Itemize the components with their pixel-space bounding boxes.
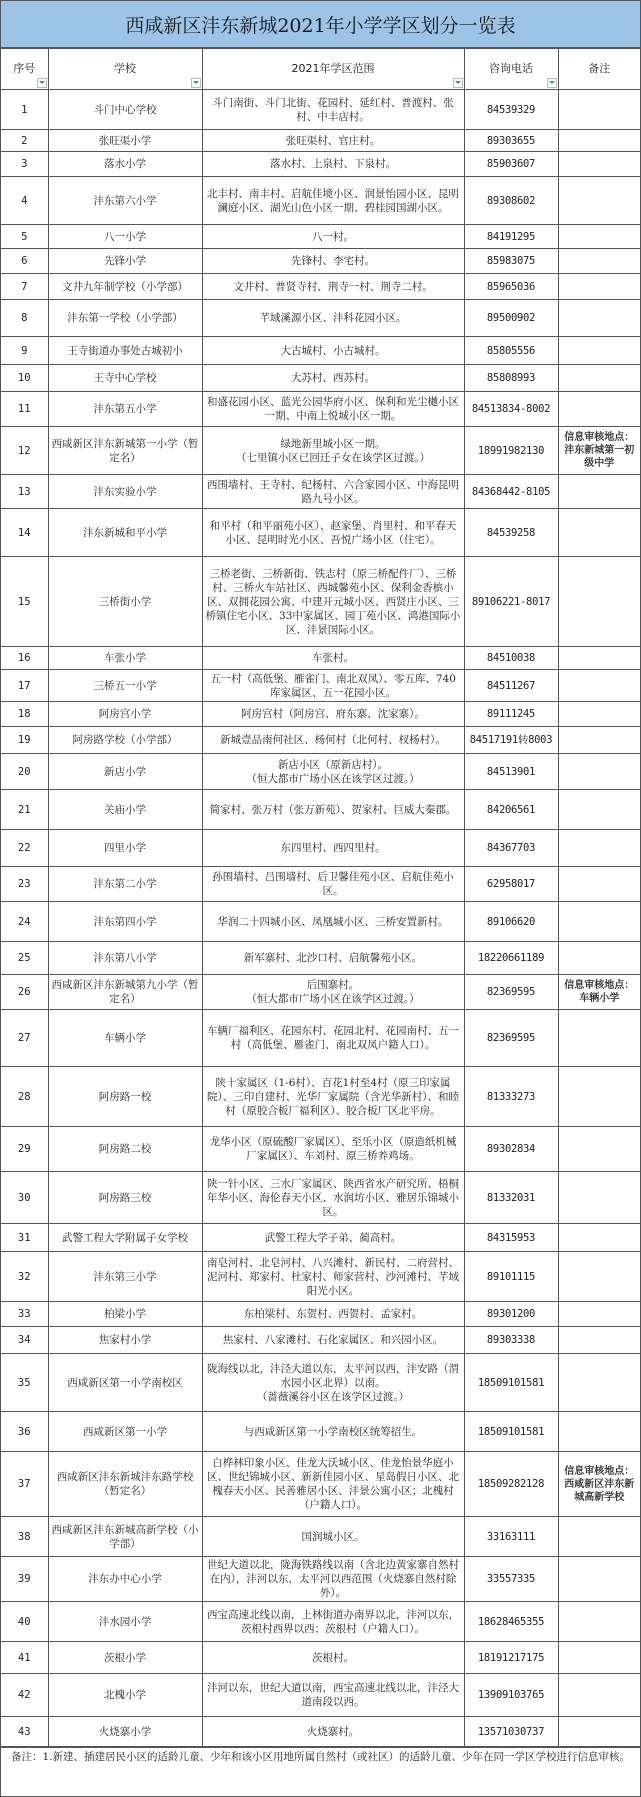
cell-index[interactable]: 30 [1,1172,48,1224]
header-label: 2021年学区范围 [291,62,375,75]
cell-range[interactable]: 陕十家属区（1-6村）、百花1村至4村（原三印家属院）、三印自建村、光华厂家属院（含光华新村）、和睦村（原胶合板厂福利区）、胶合板厂区北平房。 [202,1067,464,1127]
cell-phone[interactable]: 89106221-8017 [464,557,558,647]
cell-index[interactable]: 37 [1,1452,48,1517]
cell-range[interactable]: 华润二十四城小区、凤凰城小区、三桥安置新村。 [202,902,464,942]
cell-phone[interactable]: 84539329 [464,90,558,130]
cell-school[interactable]: 阿房路三校 [48,1172,202,1224]
cell-range[interactable]: 大苏村、西苏村。 [202,365,464,392]
cell-range[interactable]: 南皂河村、北皂河村、八兴滩村、新民村、二府营村、泥河村、郑家村、杜家村、师家营村、沙河滩村、芊域阳光小区。 [202,1252,464,1302]
cell-index[interactable]: 40 [1,1602,48,1642]
cell-note[interactable] [558,475,640,509]
table-row [1,300,640,337]
cell-note[interactable] [558,274,640,300]
cell-phone[interactable]: 13571030737 [464,1717,558,1747]
footnote [1,1747,640,1796]
cell-index[interactable]: 36 [1,1412,48,1452]
table-row [1,365,640,392]
table-row [1,1557,640,1602]
cell-range[interactable]: 先锋村、李宅村。 [202,249,464,274]
cell-note[interactable] [558,1717,640,1747]
cell-school[interactable]: 阿房宫小学 [48,702,202,727]
cell-index[interactable]: 41 [1,1642,48,1674]
header-label: 学校 [114,62,136,75]
cell-note[interactable] [558,557,640,647]
cell-school[interactable]: 柏梁小学 [48,1302,202,1327]
cell-phone[interactable]: 62958017 [464,867,558,902]
cell-index[interactable]: 1 [1,90,48,130]
cell-index[interactable]: 27 [1,1010,48,1067]
cell-range[interactable]: 和盛花园小区、蓝光公园华府小区、保利和光尘樾小区一期、中南上悦城小区一期。 [202,392,464,427]
cell-note[interactable] [558,1302,640,1327]
cell-phone[interactable]: 84206561 [464,790,558,830]
cell-range[interactable]: 和平村（和平丽苑小区）、赵家堡、肖里村、和平春天小区、昆明时光小区、吾悦广场小区（住宅）。 [202,509,464,557]
cell-index[interactable]: 35 [1,1354,48,1412]
table-row [1,1642,640,1674]
cell-note[interactable] [558,1674,640,1717]
table-row [1,830,640,867]
cell-index[interactable]: 4 [1,177,48,225]
header-label: 备注 [588,62,611,75]
cell-note[interactable] [558,1354,640,1412]
cell-range[interactable]: 绿地新里城小区一期。 （七里镇小区已回迁子女在该学区过渡。） [202,427,464,475]
cell-phone[interactable]: 18628465355 [464,1602,558,1642]
cell-range[interactable]: 白桦林印象小区、佳龙大沃城小区、佳龙怡景华庭小区、世纪锦城小区、新新佳园小区、星岛假日小区、北槐春天小区、民善雅居小区、沣景公寓小区；北槐村（户籍人口）。 [202,1452,464,1517]
cell-range[interactable]: 西宝高速北线以南，上林街道办南界以北，沣河以东，茨根村西界以西；茨根村（户籍人口）。 [202,1602,464,1642]
column-header-index [1,49,48,90]
cell-range[interactable]: 焦家村、八家滩村、石化家属区、和兴园小区。 [202,1327,464,1354]
table-row [1,727,640,754]
cell-phone[interactable]: 18509101581 [464,1354,558,1412]
column-header-range [202,49,464,90]
cell-school[interactable]: 西咸新区沣东新城沣东路学校（暂定名） [48,1452,202,1517]
filter-dropdown-icon[interactable] [547,78,557,88]
cell-school[interactable]: 阿房路二校 [48,1127,202,1172]
column-header-school [48,49,202,90]
cell-index[interactable]: 16 [1,647,48,670]
cell-phone[interactable]: 18509282128 [464,1452,558,1517]
cell-range[interactable]: 阿房宫村（阿房宫、府东寨、沈家寨）。 [202,702,464,727]
cell-phone[interactable]: 89302834 [464,1127,558,1172]
header-row [1,49,640,90]
cell-phone[interactable]: 84517191转8003 [464,727,558,754]
cell-school[interactable]: 火烧寨小学 [48,1717,202,1747]
cell-index[interactable]: 21 [1,790,48,830]
cell-note[interactable] [558,300,640,337]
cell-range[interactable]: 茨根村。 [202,1642,464,1674]
cell-phone[interactable]: 33557335 [464,1557,558,1602]
cell-range[interactable]: 新店小区（原新店村）。 （恒大都市广场小区在该学区过渡。） [202,754,464,790]
cell-note[interactable]: 信息审核地点：沣东新城第一初级中学 [558,427,640,475]
cell-range[interactable]: 斗门南街、斗门北街、花园村、延红村、普渡村、张村、中丰店村。 [202,90,464,130]
cell-note[interactable] [558,727,640,754]
table-row [1,1327,640,1354]
cell-range[interactable]: 孙围墙村、吕围墙村、后卫馨佳苑小区、启航佳苑小区。 [202,867,464,902]
table-row [1,1674,640,1717]
cell-note[interactable] [558,670,640,702]
cell-index[interactable]: 19 [1,727,48,754]
cell-index[interactable]: 43 [1,1717,48,1747]
cell-index[interactable]: 23 [1,867,48,902]
cell-school[interactable]: 沣东第六小学 [48,177,202,225]
cell-note[interactable] [558,1172,640,1224]
cell-school[interactable]: 茨根小学 [48,1642,202,1674]
cell-school[interactable]: 车张小学 [48,647,202,670]
cell-range[interactable]: 三桥老街、三桥新街、铁志村（原三桥配件厂）、三桥村、三桥火车站社区、西城馨苑小区、保利金香槟小区、双拥花园公寓、中建开元城小区、西贤庄小区、三桥镇住宅小区、33中家属区、园丁苑小区、鸿港国际小区、沣景国际小区。 [202,557,464,647]
cell-note[interactable] [558,902,640,942]
cell-note[interactable] [558,867,640,902]
cell-index[interactable]: 29 [1,1127,48,1172]
cell-phone[interactable]: 18220661189 [464,942,558,975]
cell-phone[interactable]: 89308602 [464,177,558,225]
cell-note[interactable] [558,1517,640,1557]
cell-note[interactable] [558,152,640,177]
cell-range[interactable]: 世纪大道以北，陇海铁路线以南（含北边黄家寨自然村在内），沣河以东，太平河以西范围（火烧寨自然村除外）。 [202,1557,464,1602]
cell-phone[interactable]: 82369595 [464,1010,558,1067]
cell-phone[interactable]: 89303338 [464,1327,558,1354]
table-row [1,1412,640,1452]
cell-phone[interactable]: 81332031 [464,1172,558,1224]
cell-note[interactable] [558,830,640,867]
cell-note[interactable] [558,1642,640,1674]
table-row [1,867,640,902]
cell-range[interactable]: 与西咸新区第一小学南校区统筹招生。 [202,1412,464,1452]
table-row [1,942,640,975]
cell-note[interactable]: 信息审核地点：车辆小学 [558,975,640,1010]
cell-index[interactable]: 15 [1,557,48,647]
cell-school[interactable]: 阿房路一校 [48,1067,202,1127]
cell-school[interactable]: 西咸新区沣东新城高新学校（小学部） [48,1517,202,1557]
cell-index[interactable]: 28 [1,1067,48,1127]
cell-phone[interactable]: 81333273 [464,1067,558,1127]
cell-range[interactable]: 简家村、张万村（张万新苑）、贺家村、巨威大秦郡。 [202,790,464,830]
cell-school[interactable]: 沣东第一学校（小学部） [48,300,202,337]
cell-phone[interactable]: 85983075 [464,249,558,274]
cell-note[interactable] [558,392,640,427]
filter-dropdown-icon[interactable] [191,78,201,88]
table-row [1,225,640,249]
cell-school[interactable]: 落水小学 [48,152,202,177]
cell-range[interactable]: 陇海线以北，沣泾大道以东，太平河以西，沣安路（渭水园小区北界）以南。 （蔷薇溪谷小区在该学区过渡。） [202,1354,464,1412]
cell-range[interactable]: 八一村。 [202,225,464,249]
cell-index[interactable]: 11 [1,392,48,427]
cell-note[interactable] [558,337,640,365]
cell-range[interactable]: 沣河以东，世纪大道以南，西宝高速北线以北，沣泾大道南段以西。 [202,1674,464,1717]
cell-phone[interactable]: 85903607 [464,152,558,177]
cell-phone[interactable]: 89101115 [464,1252,558,1302]
cell-range[interactable]: 陕一针小区、三水厂家属区、陕西省水产研究所、梧桐年华小区、海伦春天小区、水润坊小区、雅居乐锦城小区。 [202,1172,464,1224]
table-row [1,902,640,942]
cell-index[interactable]: 13 [1,475,48,509]
cell-index[interactable]: 26 [1,975,48,1010]
table-row [1,670,640,702]
cell-index[interactable]: 2 [1,130,48,152]
cell-range[interactable]: 火烧寨村。 [202,1717,464,1747]
cell-range[interactable]: 武警工程大学子弟、蔺高村。 [202,1224,464,1252]
cell-note[interactable] [558,754,640,790]
cell-note[interactable] [558,702,640,727]
cell-index[interactable]: 42 [1,1674,48,1717]
cell-index[interactable]: 33 [1,1302,48,1327]
column-header-note [558,49,640,90]
header-label: 序号 [13,62,36,75]
cell-range[interactable]: 西围墙村、王寺村、纪杨村、六合家园小区、中海昆明路九号小区。 [202,475,464,509]
cell-note[interactable] [558,509,640,557]
cell-school[interactable]: 西咸新区沣东新城第一小学（暂定名） [48,427,202,475]
cell-index[interactable]: 32 [1,1252,48,1302]
table-row [1,337,640,365]
cell-school[interactable]: 沣东实验小学 [48,475,202,509]
table-row [1,975,640,1010]
cell-note[interactable] [558,942,640,975]
table-row [1,274,640,300]
cell-note[interactable] [558,177,640,225]
cell-range[interactable]: 芊域溪源小区、沣科花园小区。 [202,300,464,337]
cell-phone[interactable]: 13909103765 [464,1674,558,1717]
table-row [1,509,640,557]
cell-school[interactable]: 西咸新区沣东新城第九小学（暂定名） [48,975,202,1010]
cell-range[interactable]: 龙华小区（原硫酸厂家属区）、至乐小区（原造纸机械厂家属区）、车刘村、原三桥养鸡场。 [202,1127,464,1172]
table-body [1,90,640,1747]
cell-school[interactable]: 西咸新区第一小学 [48,1412,202,1452]
table-row [1,1252,640,1302]
cell-range[interactable]: 车张村。 [202,647,464,670]
cell-school[interactable]: 阿房路学校（小学部） [48,727,202,754]
cell-school[interactable]: 沣东第五小学 [48,392,202,427]
cell-phone[interactable]: 89111245 [464,702,558,727]
cell-phone[interactable]: 18991982130 [464,427,558,475]
cell-school[interactable]: 新店小学 [48,754,202,790]
cell-index[interactable]: 31 [1,1224,48,1252]
cell-school[interactable]: 王寺中心学校 [48,365,202,392]
cell-index[interactable]: 38 [1,1517,48,1557]
cell-school[interactable]: 文井九年制学校（小学部） [48,274,202,300]
cell-school[interactable]: 焦家村小学 [48,1327,202,1354]
cell-school[interactable]: 沣东办中心小学 [48,1557,202,1602]
cell-range[interactable]: 新城壹品南何社区、杨何村（北何村、杈杨村）。 [202,727,464,754]
cell-index[interactable]: 22 [1,830,48,867]
cell-phone[interactable]: 84510038 [464,647,558,670]
cell-phone[interactable]: 84191295 [464,225,558,249]
cell-school[interactable]: 沣东第三小学 [48,1252,202,1302]
cell-range[interactable]: 后围寨村。 （恒大都市广场小区在该学区过渡。） [202,975,464,1010]
column-header-phone [464,49,558,90]
table-row [1,1127,640,1172]
cell-range[interactable]: 国润城小区。 [202,1517,464,1557]
cell-phone[interactable]: 89303655 [464,130,558,152]
cell-index[interactable]: 25 [1,942,48,975]
cell-school[interactable]: 沣东新城和平小学 [48,509,202,557]
cell-index[interactable]: 6 [1,249,48,274]
table-row [1,90,640,130]
cell-note[interactable] [558,1127,640,1172]
cell-note[interactable] [558,225,640,249]
cell-range[interactable]: 大古城村、小古城村。 [202,337,464,365]
cell-school[interactable]: 三桥街小学 [48,557,202,647]
cell-phone[interactable]: 84513901 [464,754,558,790]
cell-index[interactable]: 10 [1,365,48,392]
cell-note[interactable] [558,1602,640,1642]
cell-index[interactable]: 20 [1,754,48,790]
table-row [1,1224,640,1252]
cell-school[interactable]: 王寺街道办事处古城初小 [48,337,202,365]
cell-phone[interactable]: 89301200 [464,1302,558,1327]
cell-school[interactable]: 四里小学 [48,830,202,867]
table-row [1,702,640,727]
cell-note[interactable] [558,1412,640,1452]
cell-phone[interactable]: 85808993 [464,365,558,392]
table-row [1,557,640,647]
cell-school[interactable]: 沣水园小学 [48,1602,202,1642]
table-row [1,475,640,509]
cell-school[interactable]: 北槐小学 [48,1674,202,1717]
table-row [1,1717,640,1747]
cell-note[interactable] [558,130,640,152]
cell-school[interactable]: 沣东第四小学 [48,902,202,942]
cell-index[interactable]: 17 [1,670,48,702]
footnote-text: 备注：1.新建、插建居民小区的适龄儿童、少年和该小区用地所属自然村（或社区）的适龄儿童、少年在同一学区学校进行信息审核。 [10,1751,630,1763]
cell-index[interactable]: 9 [1,337,48,365]
cell-school[interactable]: 沣东第二小学 [48,867,202,902]
cell-note[interactable] [558,647,640,670]
cell-range[interactable]: 北丰村、南丰村、启航佳境小区、润景怡园小区、昆明澜庭小区、湖光山色小区一期、碧桂园国湖小区。 [202,177,464,225]
table-row [1,1010,640,1067]
table-row [1,1452,640,1517]
table-title: 西咸新区沣东新城2021年小学学区划分一览表 [1,1,640,48]
cell-range[interactable]: 东四里村、西四里村。 [202,830,464,867]
table-row [1,1067,640,1127]
cell-phone[interactable]: 84539258 [464,509,558,557]
cell-school[interactable]: 关庙小学 [48,790,202,830]
cell-school[interactable]: 张旺渠小学 [48,130,202,152]
cell-school[interactable]: 车辆小学 [48,1010,202,1067]
cell-phone[interactable]: 84513834-8002 [464,392,558,427]
table-row [1,130,640,152]
cell-range[interactable]: 五一村（高低堡、雁雀门、南北双凤）、零五库、740库家属区、五一花园小区。 [202,670,464,702]
table-row [1,1302,640,1327]
cell-range[interactable]: 张旺渠村、官庄村。 [202,130,464,152]
table-row [1,177,640,225]
cell-range[interactable]: 东柏梁村、东贺村、西贺村、孟家村。 [202,1302,464,1327]
cell-phone[interactable]: 82369595 [464,975,558,1010]
table-row [1,427,640,475]
school-district-table [1,48,640,1747]
cell-school[interactable]: 西咸新区第一小学南校区 [48,1354,202,1412]
filter-dropdown-icon[interactable] [37,78,47,88]
cell-note[interactable] [558,90,640,130]
cell-note[interactable] [558,1557,640,1602]
table-row [1,647,640,670]
filter-dropdown-icon[interactable] [453,78,463,88]
cell-phone[interactable]: 84315953 [464,1224,558,1252]
cell-index[interactable]: 7 [1,274,48,300]
cell-phone[interactable]: 33163111 [464,1517,558,1557]
header-label: 咨询电话 [489,62,533,75]
cell-note[interactable] [558,365,640,392]
cell-index[interactable]: 14 [1,509,48,557]
cell-range[interactable]: 文井村、普贤寺村、荆寺一村、荆寺二村。 [202,274,464,300]
cell-phone[interactable]: 85965036 [464,274,558,300]
cell-phone[interactable]: 18191217175 [464,1642,558,1674]
cell-phone[interactable]: 89500902 [464,300,558,337]
cell-note[interactable] [558,1327,640,1354]
table-row [1,790,640,830]
cell-school[interactable]: 三桥五一小学 [48,670,202,702]
cell-note[interactable] [558,1010,640,1067]
cell-note[interactable] [558,790,640,830]
table-row [1,249,640,274]
table-row [1,1354,640,1412]
cell-note[interactable] [558,1252,640,1302]
cell-school[interactable]: 沣东第八小学 [48,942,202,975]
table-row [1,392,640,427]
cell-index[interactable]: 18 [1,702,48,727]
table-row [1,1172,640,1224]
cell-school[interactable]: 武警工程大学附属子女学校 [48,1224,202,1252]
cell-phone[interactable]: 89106620 [464,902,558,942]
cell-index[interactable]: 34 [1,1327,48,1354]
cell-index[interactable]: 5 [1,225,48,249]
cell-phone[interactable]: 85805556 [464,337,558,365]
cell-school[interactable]: 先锋小学 [48,249,202,274]
cell-range[interactable]: 落水村、上泉村、下泉村。 [202,152,464,177]
table-row [1,1517,640,1557]
cell-phone[interactable]: 84367703 [464,830,558,867]
cell-index[interactable]: 24 [1,902,48,942]
cell-phone[interactable]: 18509101581 [464,1412,558,1452]
cell-note[interactable] [558,249,640,274]
cell-range[interactable]: 新军寨村、北沙口村、启航馨苑小区。 [202,942,464,975]
cell-school[interactable]: 八一小学 [48,225,202,249]
cell-note[interactable] [558,1067,640,1127]
cell-index[interactable]: 39 [1,1557,48,1602]
cell-note[interactable]: 信息审核地点：西咸新区沣东新城高新学校 [558,1452,640,1517]
cell-note[interactable] [558,1224,640,1252]
cell-school[interactable]: 斗门中心学校 [48,90,202,130]
table-row [1,754,640,790]
table-row [1,1602,640,1642]
cell-index[interactable]: 12 [1,427,48,475]
cell-index[interactable]: 8 [1,300,48,337]
cell-phone[interactable]: 84511267 [464,670,558,702]
cell-range[interactable]: 车辆厂福利区、花园东村、花园北村、花园南村、五一村（高低堡、雁雀门、南北双凤户籍人口）。 [202,1010,464,1067]
cell-phone[interactable]: 84368442-8105 [464,475,558,509]
cell-index[interactable]: 3 [1,152,48,177]
table-row [1,152,640,177]
